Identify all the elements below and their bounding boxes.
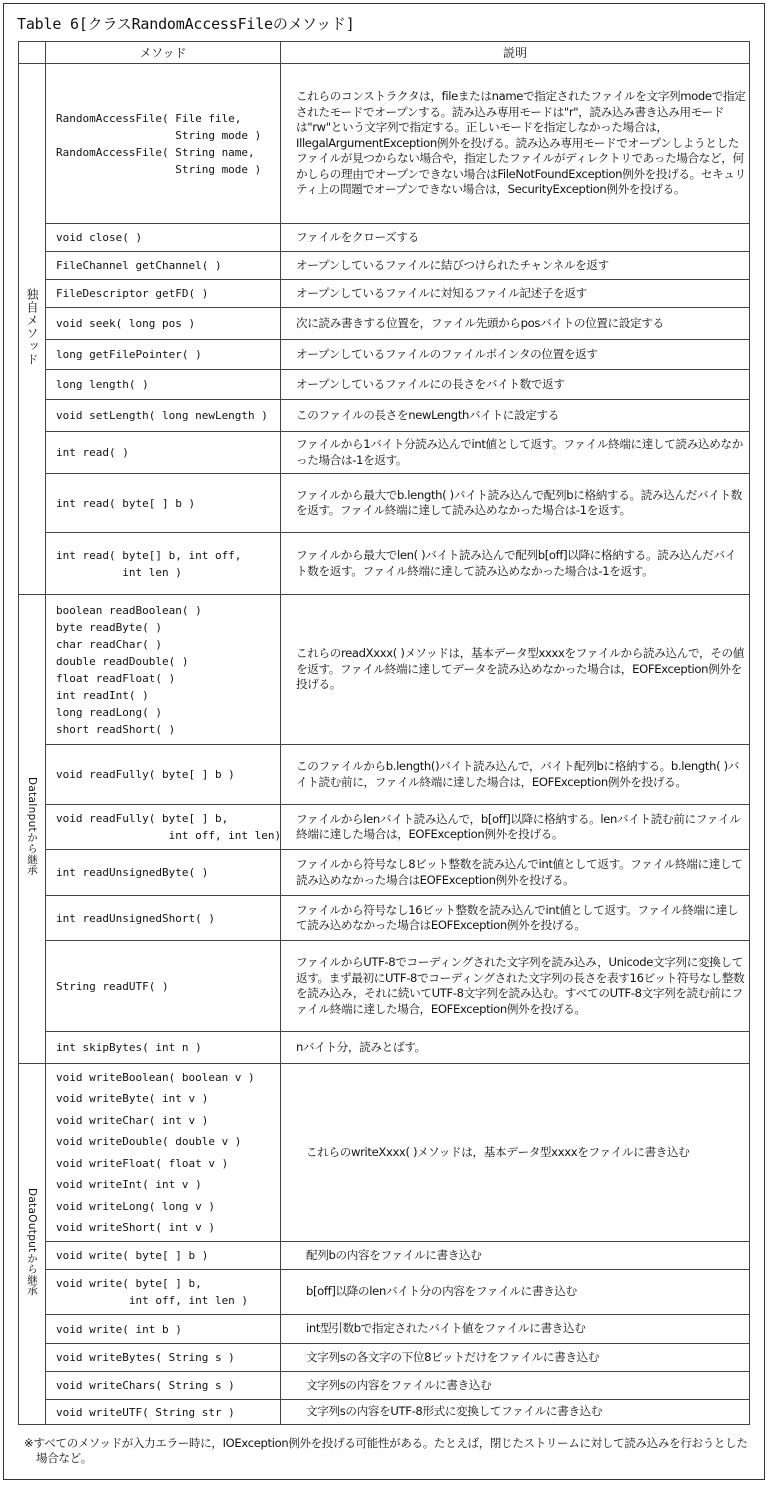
table-row	[19, 370, 750, 400]
table-row	[19, 1344, 750, 1372]
table-row	[19, 1032, 750, 1064]
description-cell: ファイルからlenバイト読み込んで，b[off]以降に格納する。lenバイト読む前にファイル終端に達した場合は，EOFException例外を投げる。	[281, 805, 750, 850]
description-cell: 文字列sの内容をUTF-8形式に変換してファイルに書き込む	[281, 1400, 750, 1425]
description-cell: ファイルから1バイト分読み込んでint値として返す。ファイル終端に達して読み込めなかった場合は-1を返す。	[281, 432, 750, 474]
description-cell: ファイルをクローズする	[281, 224, 750, 252]
description-cell: オープンしているファイルのファイルポインタの位置を返す	[281, 340, 750, 370]
table-row	[19, 1400, 750, 1425]
table-row	[19, 1315, 750, 1344]
table-row	[19, 941, 750, 1032]
method-cell: FileChannel getChannel( )	[46, 252, 281, 280]
method-cell: void writeBoolean( boolean v ) void writeByte( int v ) void writeChar( int v ) void writeDouble( double v ) void writeFloat( float v ) void writeInt( int v ) void writeLong( long v ) void writeShort( int v )	[46, 1064, 281, 1242]
table-row	[19, 1242, 750, 1270]
description-cell: ファイルから符号なし8ビット整数を読み込んでint値として返す。ファイル終端に達して読み込めなかった場合はEOFException例外を投げる。	[281, 850, 750, 896]
description-cell: 文字列sの各文字の下位8ビットだけをファイルに書き込む	[281, 1344, 750, 1372]
description-cell: ファイルから符号なし16ビット整数を読み込んでint値として返す。ファイル終端に達して読み込めなかった場合はEOFException例外を投げる。	[281, 896, 750, 941]
section-label-datainput: DataInputから継承	[19, 595, 46, 1064]
method-cell: RandomAccessFile( File file, String mode ) RandomAccessFile( String name, String mode )	[46, 64, 281, 224]
method-cell: boolean readBoolean( ) byte readByte( ) char readChar( ) double readDouble( ) float readFloat( ) int readInt( ) long readLong( ) short readShort( )	[46, 595, 281, 745]
table-row	[19, 252, 750, 280]
method-cell: void write( int b )	[46, 1315, 281, 1344]
method-cell: FileDescriptor getFD( )	[46, 280, 281, 308]
table-row	[19, 805, 750, 850]
header-method: メソッド	[46, 42, 281, 64]
description-cell: ファイルから最大でlen( )バイト読み込んで配列b[off]以降に格納する。読み込んだバイト数を返す。ファイル終端に達して読み込めなかった場合は-1を返す。	[281, 533, 750, 595]
section-label-own: 独自メソッド	[19, 64, 46, 595]
table-row	[19, 850, 750, 896]
description-cell: このファイルからb.length()バイト読み込んで，バイト配列bに格納する。b.length( )バイト読む前に，ファイル終端に達した場合は，EOFException例外を投げる。	[281, 745, 750, 805]
table-row	[19, 474, 750, 533]
method-cell: void write( byte[ ] b, int off, int len )	[46, 1270, 281, 1315]
table-row	[19, 224, 750, 252]
table-row	[19, 1372, 750, 1400]
description-cell: このファイルの長さをnewLengthバイトに設定する	[281, 400, 750, 432]
header-description: 説明	[281, 42, 750, 64]
header-row	[19, 42, 750, 64]
method-cell: int read( )	[46, 432, 281, 474]
method-cell: void writeChars( String s )	[46, 1372, 281, 1400]
table-row	[19, 400, 750, 432]
method-cell: void close( )	[46, 224, 281, 252]
description-cell: ファイルからUTF-8でコーディングされた文字列を読み込み，Unicode文字列に変換して返す。まず最初にUTF-8でコーディングされた文字列の長さを表す16ビット符号なし整数を読み込み，それに続いてUTF-8文字列を読み込む。すべてのUTF-8文字列を読む前にファイル終端に達した場合，EOFException例外を投げる。	[281, 941, 750, 1032]
table-row	[19, 432, 750, 474]
method-cell: String readUTF( )	[46, 941, 281, 1032]
description-cell: ファイルから最大でb.length( )バイト読み込んで配列bに格納する。読み込んだバイト数を返す。ファイル終端に達して読み込めなかった場合は-1を返す。	[281, 474, 750, 533]
method-cell: void writeUTF( String str )	[46, 1400, 281, 1425]
description-cell: オープンしているファイルに結びつけられたチャンネルを返す	[281, 252, 750, 280]
method-cell: long length( )	[46, 370, 281, 400]
description-cell: 配列bの内容をファイルに書き込む	[281, 1242, 750, 1270]
description-cell: int型引数bで指定されたバイト値をファイルに書き込む	[281, 1315, 750, 1344]
description-cell: 次に読み書きする位置を，ファイル先頭からposバイトの位置に設定する	[281, 308, 750, 340]
description-cell: オープンしているファイルにの長さをバイト数で返す	[281, 370, 750, 400]
description-cell: これらのwriteXxxx( )メソッドは，基本データ型xxxxをファイルに書き込む	[281, 1064, 750, 1242]
table-row	[19, 1064, 750, 1242]
footnote: ※すべてのメソッドが入力エラー時に，IOException例外を投げる可能性がある。たとえば，閉じたストリームに対して読み込みを行おうとした場合など。	[24, 1436, 748, 1465]
description-cell: 文字列sの内容をファイルに書き込む	[281, 1372, 750, 1400]
method-cell: void readFully( byte[ ] b, int off, int len)	[46, 805, 281, 850]
table-row	[19, 280, 750, 308]
method-cell: int readUnsignedByte( )	[46, 850, 281, 896]
table-row	[19, 1270, 750, 1315]
description-cell: b[off]以降のlenバイト分の内容をファイルに書き込む	[281, 1270, 750, 1315]
table-row	[19, 64, 750, 224]
table-row	[19, 308, 750, 340]
method-cell: long getFilePointer( )	[46, 340, 281, 370]
method-cell: int read( byte[] b, int off, int len )	[46, 533, 281, 595]
description-cell: これらのコンストラクタは，fileまたはnameで指定されたファイルを文字列modeで指定されたモードでオープンする。読み込み専用モードは"r"，読み込み書き込み用モードは"rw"という文字列で指定する。正しいモードを指定しなかった場合は，IllegalArgumentException例外を投げる。読み込み専用モードでオープンしようとしたファイルが見つからない場合や，指定したファイルがディレクトリであった場合など，何かしらの理由でオープンできない場合はFileNotFoundException例外を投げる。セキュリティ上の問題でオープンできない場合は，SecurityException例外を投げる。	[281, 64, 750, 224]
method-cell: void write( byte[ ] b )	[46, 1242, 281, 1270]
methods-table	[18, 41, 750, 1425]
method-cell: void setLength( long newLength )	[46, 400, 281, 432]
table-title: Table 6[クラスRandomAccessFileのメソッド]	[17, 15, 355, 33]
table-row	[19, 745, 750, 805]
section-label-dataoutput: DataOutputから継承	[19, 1064, 46, 1425]
method-cell: int readUnsignedShort( )	[46, 896, 281, 941]
method-cell: void seek( long pos )	[46, 308, 281, 340]
description-cell: nバイト分，読みとばす。	[281, 1032, 750, 1064]
table-row	[19, 533, 750, 595]
header-blank	[19, 42, 46, 64]
table-row	[19, 340, 750, 370]
description-cell: これらのreadXxxx( )メソッドは，基本データ型xxxxをファイルから読み込んで，その値を返す。ファイル終端に達してデータを読み込めなかった場合は，EOFException例外を投げる。	[281, 595, 750, 745]
method-cell: void writeBytes( String s )	[46, 1344, 281, 1372]
table-row	[19, 896, 750, 941]
method-cell: int read( byte[ ] b )	[46, 474, 281, 533]
description-cell: オープンしているファイルに対知るファイル記述子を返す	[281, 280, 750, 308]
method-cell: int skipBytes( int n )	[46, 1032, 281, 1064]
table-row	[19, 595, 750, 745]
method-cell: void readFully( byte[ ] b )	[46, 745, 281, 805]
